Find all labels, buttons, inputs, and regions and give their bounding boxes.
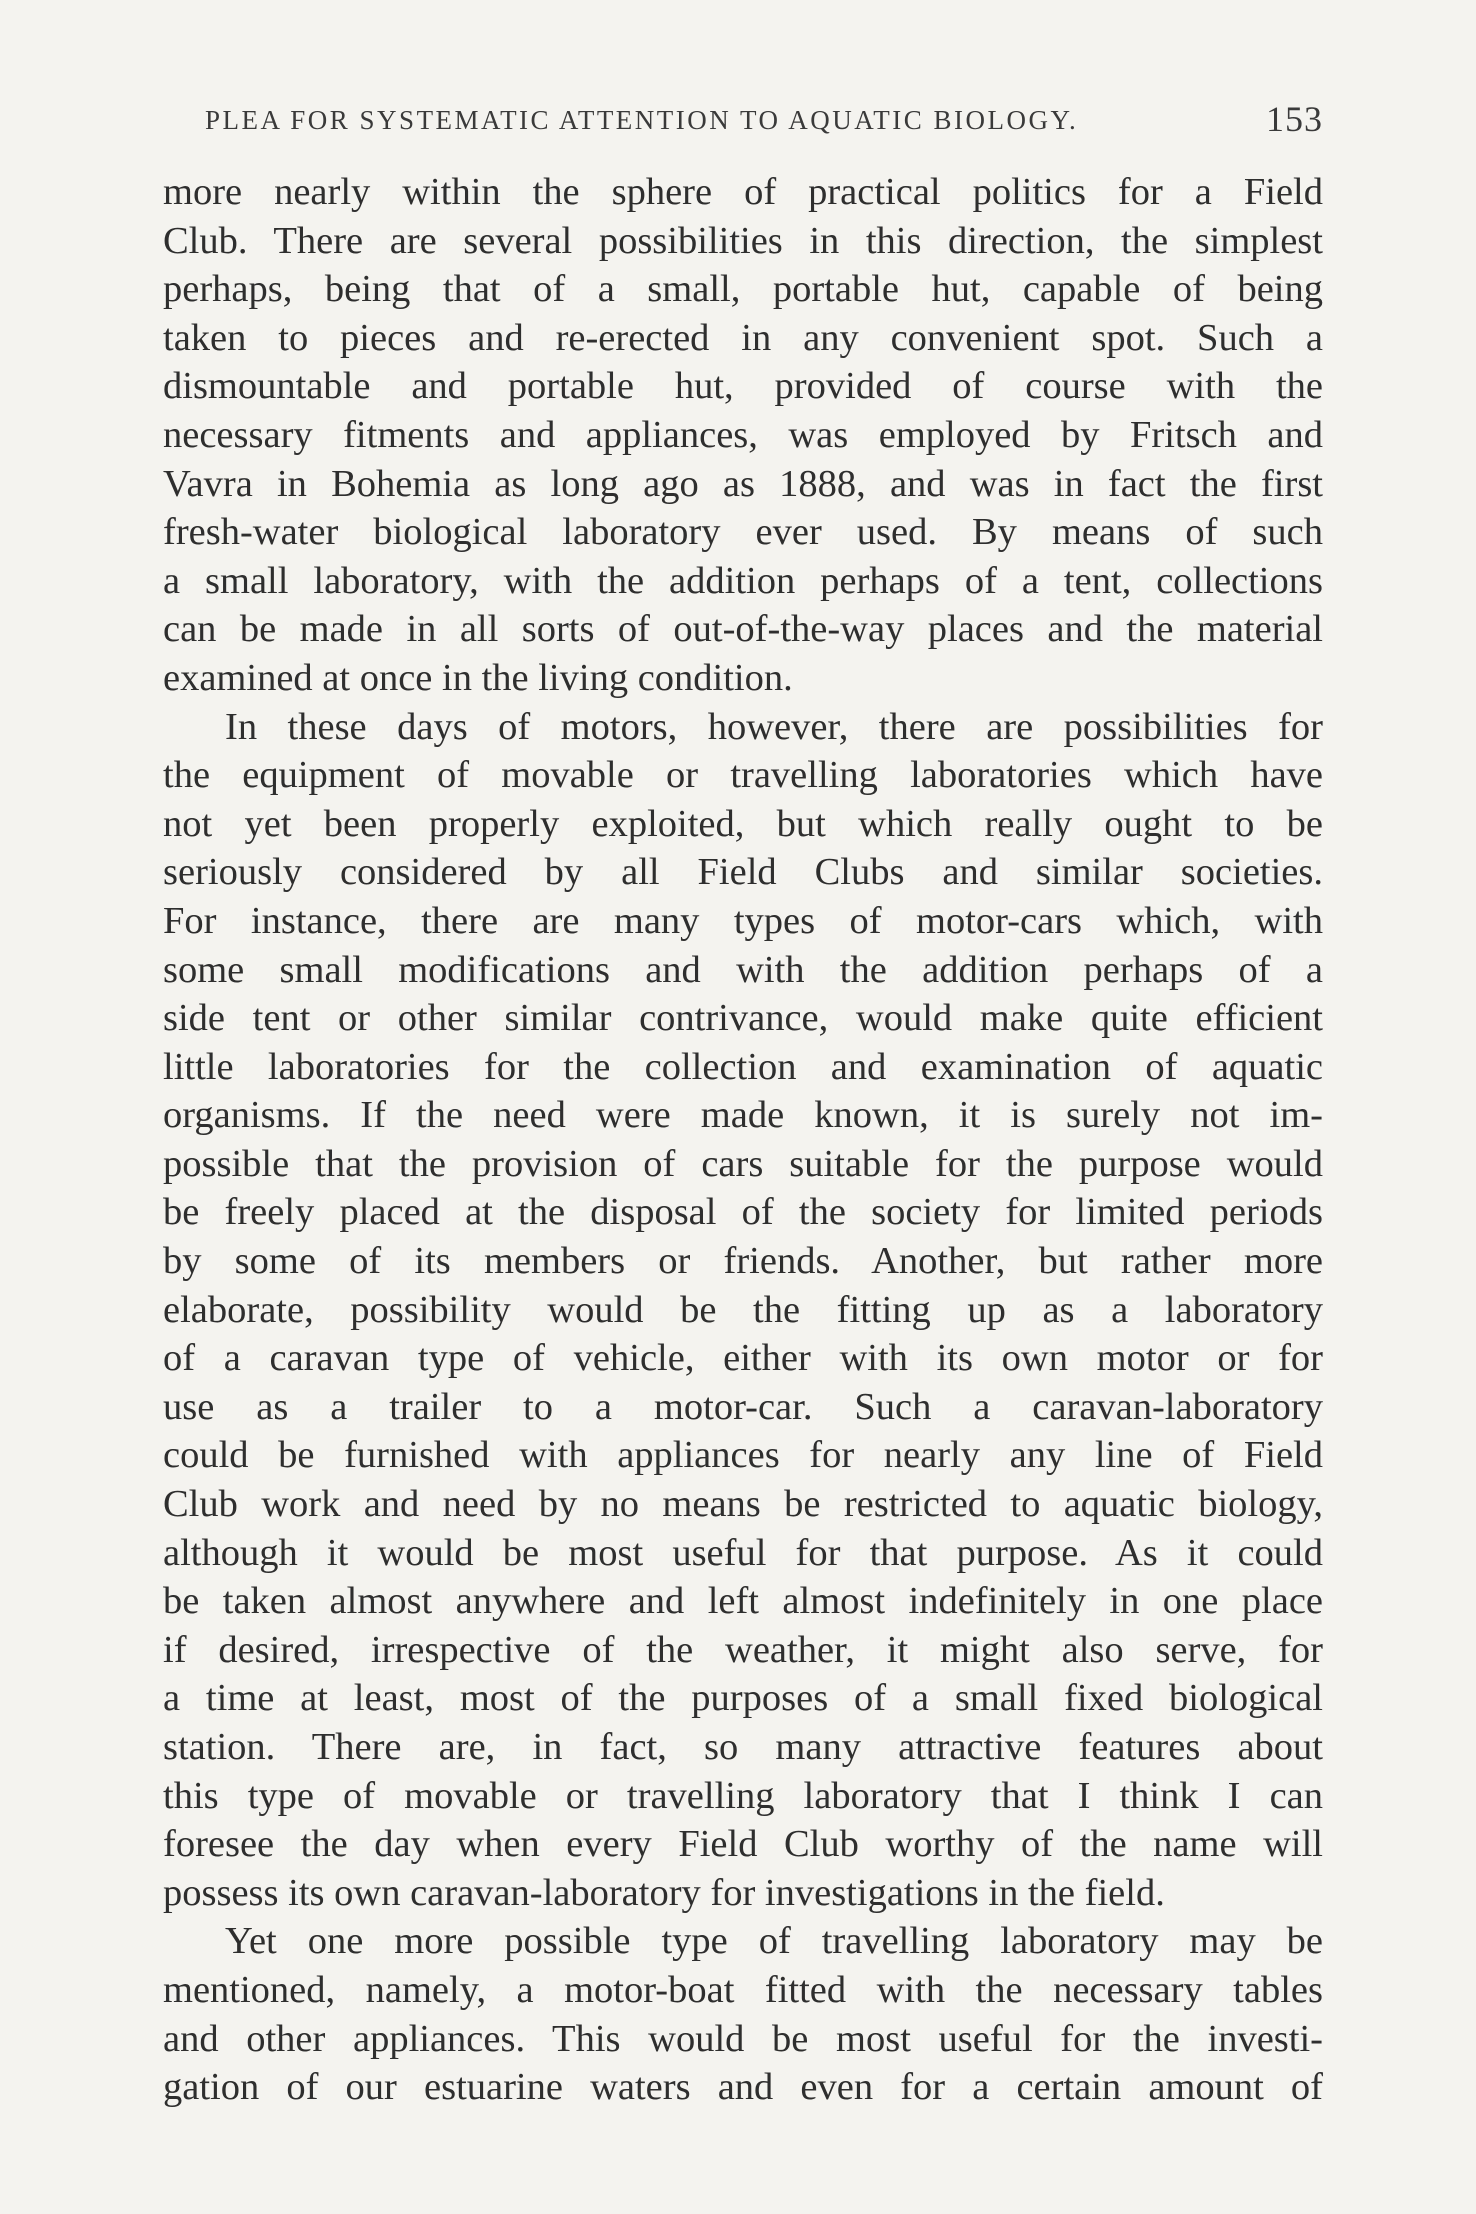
text-line: a small laboratory, with the addition perhaps of a tent, collections <box>163 559 1323 602</box>
text-line: In these days of motors, however, there are possibilities for <box>225 705 1323 748</box>
text-line: by some of its members or friends. Another, but rather more <box>163 1240 1323 1283</box>
text-line: if desired, irrespective of the weather, it might also serve, for <box>163 1628 1323 1671</box>
text-line: possess its own caravan-laboratory for investigations in the field. <box>163 1871 1165 1914</box>
text-line: For instance, there are many types of motor-cars which, with <box>163 899 1323 942</box>
text-line: examined at once in the living condition. <box>163 656 793 699</box>
text-line: of a caravan type of vehicle, either with its own motor or for <box>163 1337 1323 1380</box>
text-line: taken to pieces and re-erected in any convenient spot. Such a <box>163 316 1323 359</box>
text-line: foresee the day when every Field Club worthy of the name will <box>163 1823 1323 1866</box>
text-line: some small modifications and with the addition perhaps of a <box>163 948 1323 991</box>
text-line: Vavra in Bohemia as long ago as 1888, and was in fact the first <box>163 462 1323 505</box>
text-line: mentioned, namely, a motor-boat fitted with the necessary tables <box>163 1968 1323 2011</box>
text-line: could be furnished with appliances for nearly any line of Field <box>163 1434 1323 1477</box>
text-line: not yet been properly exploited, but which really ought to be <box>163 802 1323 845</box>
paragraph <box>163 168 1323 703</box>
text-line: necessary fitments and appliances, was employed by Fritsch and <box>163 413 1323 456</box>
body-text <box>163 168 1323 2112</box>
text-line: Club work and need by no means be restricted to aquatic biology, <box>163 1483 1323 1526</box>
text-line: elaborate, possibility would be the fitting up as a laboratory <box>163 1288 1323 1331</box>
text-line: fresh-water biological laboratory ever used. By means of such <box>163 511 1323 554</box>
text-line: this type of movable or travelling laboratory that I think I can <box>163 1774 1323 1817</box>
text-line: possible that the provision of cars suitable for the purpose would <box>163 1142 1323 1185</box>
running-title: PLEA FOR SYSTEMATIC ATTENTION TO AQUATIC BIOLOGY. <box>205 105 1079 135</box>
text-line: use as a trailer to a motor-car. Such a caravan-laboratory <box>163 1385 1323 1428</box>
text-line: can be made in all sorts of out-of-the-way places and the material <box>163 608 1323 651</box>
text-line: the equipment of movable or travelling laboratories which have <box>163 754 1323 797</box>
text-line: perhaps, being that of a small, portable hut, capable of being <box>163 268 1323 311</box>
text-line: Yet one more possible type of travelling laboratory may be <box>225 1920 1323 1963</box>
text-line: side tent or other similar contrivance, would make quite efficient <box>163 997 1323 1040</box>
text-line: more nearly within the sphere of practical politics for a Field <box>163 171 1323 213</box>
text-line: station. There are, in fact, so many attractive features about <box>163 1726 1323 1768</box>
text-line: organisms. If the need were made known, it is surely not im- <box>163 1094 1323 1137</box>
paragraph <box>163 1917 1323 2111</box>
text-line: little laboratories for the collection and examination of aquatic <box>163 1045 1323 1088</box>
text-line: although it would be most useful for that purpose. As it could <box>163 1531 1323 1574</box>
running-header <box>205 90 1323 140</box>
text-line: dismountable and portable hut, provided of course with the <box>163 365 1323 408</box>
text-line: be freely placed at the disposal of the society for limited periods <box>163 1191 1323 1234</box>
text-line: Club. There are several possibilities in this direction, the simplest <box>163 219 1323 262</box>
text-line: seriously considered by all Field Clubs and similar societies. <box>163 851 1323 894</box>
text-line: a time at least, most of the purposes of a small fixed biological <box>163 1677 1323 1720</box>
text-line: be taken almost anywhere and left almost indefinitely in one place <box>163 1580 1323 1623</box>
text-line: gation of our estuarine waters and even for a certain amount of <box>163 2066 1323 2109</box>
text-line: and other appliances. This would be most useful for the investi- <box>163 2017 1323 2060</box>
paragraph <box>163 703 1323 1918</box>
page-number: 153 <box>1266 99 1323 139</box>
